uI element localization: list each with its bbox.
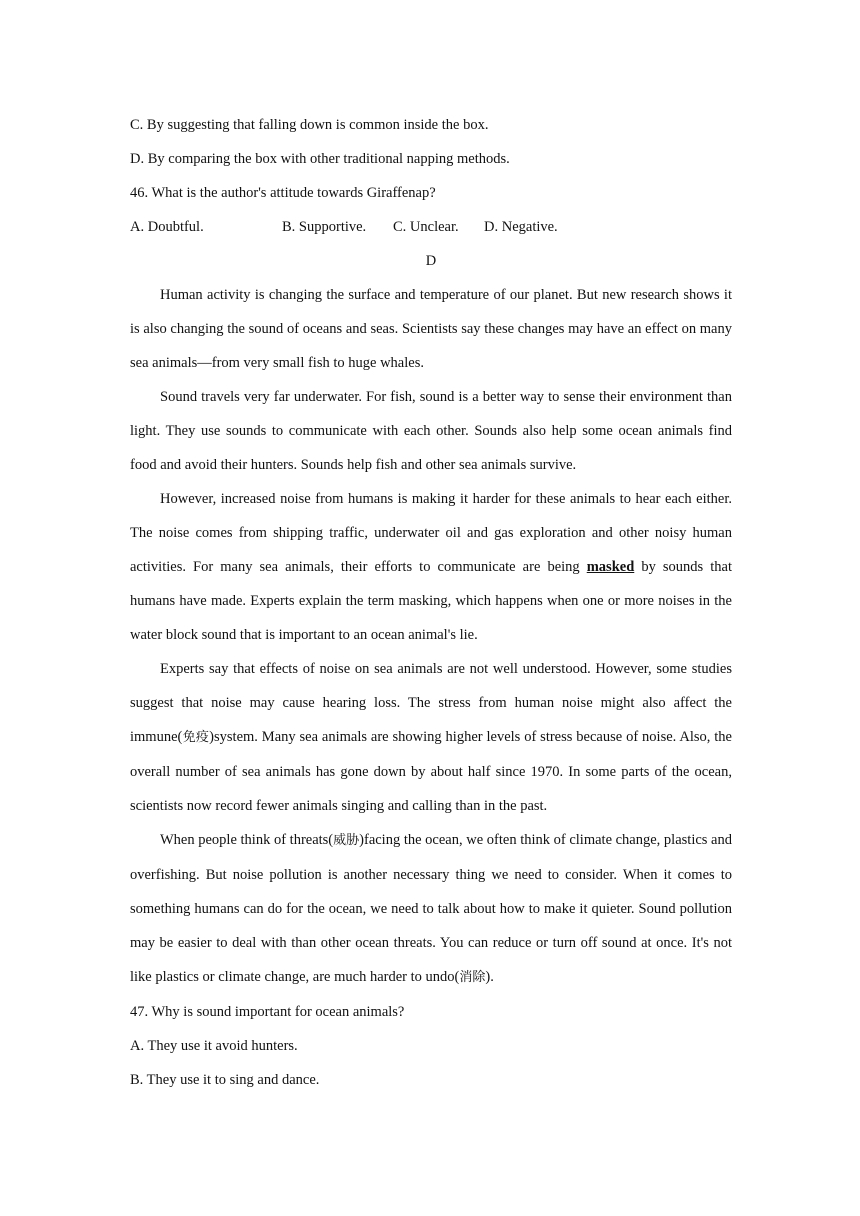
passage-paragraph-3 xyxy=(130,482,732,652)
prev-option-c: C. By suggesting that falling down is common inside the box. xyxy=(130,117,489,133)
question-46-stem: 46. What is the author's attitude towards Giraffenap? xyxy=(130,185,436,201)
keyword-masked: masked xyxy=(586,559,635,575)
p5-text-b: )facing the ocean, we often think of climate change, plastics and overfishing. But noise pollution is another necessary thing we need to consider. When it comes to something humans can do for the ocean, we need to talk about how to make it quieter. Sound pollution may be easier to deal with than other ocean threats. You can reduce or turn off sound at once. It's not like plastics or climate change, are much harder to undo( xyxy=(130,832,732,985)
q47-option-b: B. They use it to sing and dance. xyxy=(130,1072,320,1088)
p4-text-b: )system. Many sea animals are showing higher levels of stress because of noise. Also, the overall number of sea animals has gone down by about half since 1970. In some parts of the ocean, scientists now record fewer animals singing and calling than in the past. xyxy=(130,729,732,814)
question-47-stem: 47. Why is sound important for ocean animals? xyxy=(130,1004,405,1020)
passage-paragraph-5 xyxy=(130,823,732,995)
p5-text-a: When people think of threats( xyxy=(160,832,334,848)
q46-option-c: C. Unclear. xyxy=(393,219,459,235)
document-page xyxy=(130,108,732,1097)
p5-text-c: ). xyxy=(485,969,494,985)
passage-letter: D xyxy=(425,253,437,269)
passage-paragraph-1: Human activity is changing the surface and temperature of our planet. But new research shows it is also changing the sound of oceans and seas. Scientists say these changes may have an effect on many sea animals—from very small fish to huge whales. xyxy=(130,287,732,371)
prev-option-d: D. By comparing the box with other traditional napping methods. xyxy=(130,151,510,167)
p3-text-before: However, increased noise from humans is making it harder for these animals to hear each either. The noise comes from shipping traffic, underwater oil and gas exploration and other noisy human activities. For many sea animals, their efforts to communicate are being xyxy=(130,491,732,575)
p4-text-a: Experts say that effects of noise on sea animals are not well understood. However, some studies suggest that noise may cause hearing loss. The stress from human noise might also affect the immune( xyxy=(130,661,732,745)
p4-gloss: 免疫 xyxy=(182,730,210,745)
q46-option-d: D. Negative. xyxy=(484,219,558,235)
passage-paragraph-4 xyxy=(130,652,732,823)
passage-paragraph-2: Sound travels very far underwater. For fish, sound is a better way to sense their environment than light. They use sounds to communicate with each other. Sounds also help some ocean animals find food and avoid their hunters. Sounds help fish and other sea animals survive. xyxy=(130,389,732,473)
q46-option-a: A. Doubtful. xyxy=(130,219,204,235)
q47-option-a: A. They use it avoid hunters. xyxy=(130,1038,298,1054)
question-46-options xyxy=(130,210,732,244)
p5-gloss-threats: 威胁 xyxy=(333,833,360,848)
q46-option-b: B. Supportive. xyxy=(282,219,367,235)
p3-text-after: by sounds that humans have made. Experts explain the term masking, which happens when one or more noises in the water block sound that is important to an ocean animal's lie. xyxy=(130,559,732,643)
p5-gloss-undo: 消除 xyxy=(459,970,486,985)
